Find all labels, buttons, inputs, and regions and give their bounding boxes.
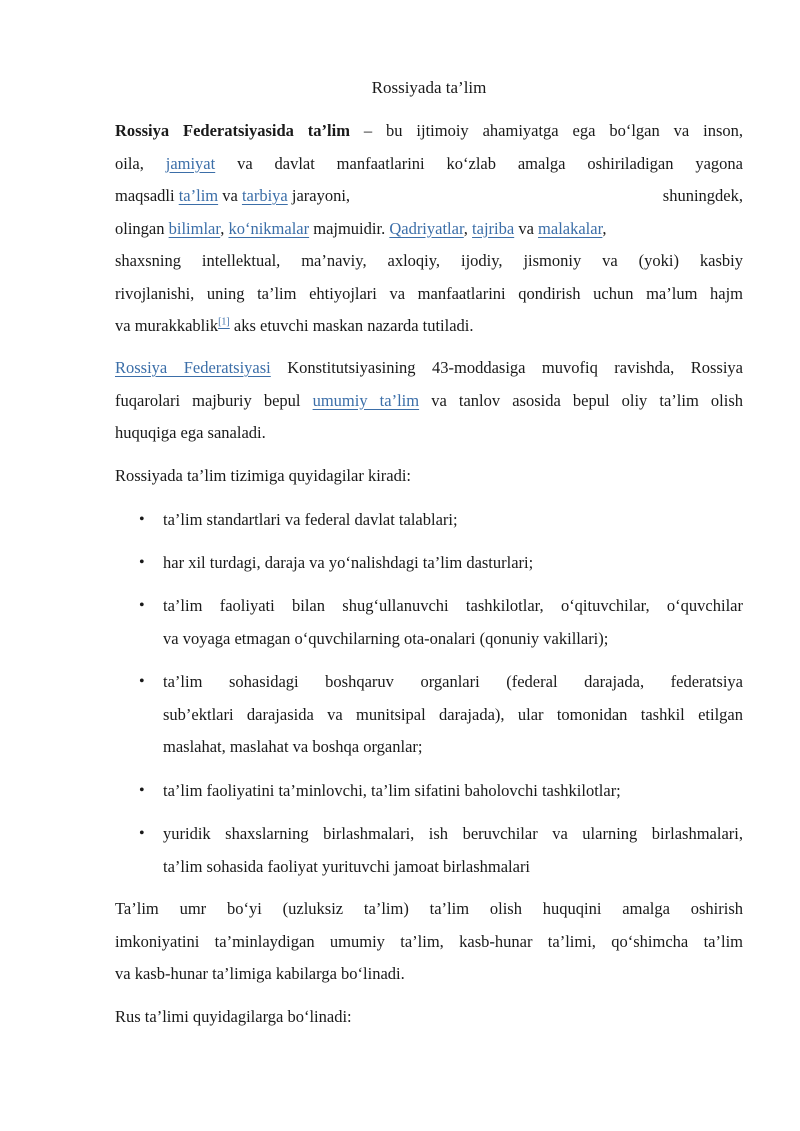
link-tarbiya[interactable]: tarbiya (241, 186, 288, 205)
list-item-text (163, 666, 743, 764)
link-bilimlar[interactable]: bilimlar (168, 218, 221, 238)
list-item-text (163, 775, 743, 808)
system-intro-paragraph (115, 460, 743, 493)
document-title: Rossiyada ta’lim (371, 78, 487, 97)
list-item-text (163, 818, 743, 883)
constitution-paragraph (115, 352, 743, 450)
paragraph-line: rivojlanishi, uning ta’lim ehtiyojlari va manfaatlarini qondirish uchun ma’lum hajm (115, 283, 743, 303)
bullet-icon: • (139, 825, 145, 842)
link-talim[interactable]: ta’lim (178, 186, 219, 205)
link-qadriyatlar[interactable]: Qadriyatlar (389, 218, 464, 238)
paragraph-line: shaxsning intellektual, ma’naviy, axloqiy, ijodiy, jismoniy va (yoki) kasbiy (115, 251, 743, 270)
paragraph-line: Rossiya Federatsiyasida ta’lim – bu ijtimoiy ahamiyatga ega bo‘lgan va inson, (115, 121, 743, 140)
list-item-line: maslahat, maslahat va boshqa organlar; (163, 737, 423, 756)
bullet-icon: • (139, 782, 145, 799)
link-umumiy-talim[interactable]: umumiy ta’lim (312, 390, 420, 410)
list-item-line: yuridik shaxslarning birlashmalari, ish beruvchilar va ularning birlashmalari, (163, 824, 743, 843)
list-item-text (163, 590, 743, 655)
list-item-line: har xil turdagi, daraja va yo‘nalishdagi ta’lim dasturlari; (163, 553, 534, 572)
paragraph-line: olingan bilimlar, ko‘nikmalar majmuidir. Qadriyatlar, tajriba va malakalar, (115, 218, 607, 238)
list-item-line: ta’lim faoliyatini ta’minlovchi, ta’lim sifatini baholovchi tashkilotlar; (163, 781, 621, 800)
bullet-icon: • (139, 511, 145, 528)
lifelong-paragraph (115, 893, 743, 991)
bullet-icon: • (139, 597, 145, 614)
list-item-line: ta’lim sohasida faoliyat yurituvchi jamoat birlashmalari (163, 856, 531, 876)
paragraph-line: va kasb-hunar ta’limiga kabilarga bo‘linadi. (115, 964, 405, 983)
link-rossiya-federatsiyasi[interactable]: Rossiya Federatsiyasi (115, 358, 271, 377)
paragraph-line: maqsadli ta’lim va tarbiya jarayoni, shuningdek, (115, 186, 743, 205)
paragraph-line: Rossiya Federatsiyasi Konstitutsiyasining 43-moddasiga muvofiq ravishda, Rossiya (115, 358, 743, 377)
bullet-icon: • (139, 673, 145, 690)
paragraph-line: oila, jamiyat va davlat manfaatlarini ko‘zlab amalga oshiriladigan yagona (115, 153, 743, 173)
bullet-icon: • (139, 554, 145, 571)
list-item-line: va voyaga etmagan o‘quvchilarning ota-onalari (qonuniy vakillari); (163, 628, 609, 648)
paragraph-line: Rus ta’limi quyidagilarga bo‘linadi: (115, 1007, 352, 1026)
list-item-line: ta’lim faoliyati bilan shug‘ullanuvchi tashkilotlar, o‘qituvchilar, o‘quvchilar (163, 596, 743, 615)
list-item-text (163, 547, 743, 580)
paragraph-line: imkoniyatini ta’minlaydigan umumiy ta’lim, kasb-hunar ta’limi, qo‘shimcha ta’lim (115, 931, 743, 951)
paragraph-line: fuqarolari majburiy bepul umumiy ta’lim va tanlov asosida bepul oliy ta’lim olish (115, 390, 743, 410)
paragraph-line: huquqiga ega sanaladi. (115, 423, 266, 442)
link-jamiyat[interactable]: jamiyat (165, 153, 216, 173)
paragraph-line: Rossiyada ta’lim tizimiga quyidagilar kiradi: (115, 466, 412, 485)
footnote-ref[interactable]: [1] (218, 316, 230, 328)
list-item-line: sub’ektlari darajasida va munitsipal darajada), ular tomonidan tashkil etilgan (163, 704, 743, 724)
division-paragraph (115, 1001, 743, 1034)
link-konikmalar[interactable]: ko‘nikmalar (228, 218, 310, 238)
paragraph-line: va murakkablik[1] aks etuvchi maskan nazarda tutiladi. (115, 316, 474, 335)
bold-term: Rossiya Federatsiyasida ta’lim (115, 121, 350, 140)
list-item-text (163, 504, 743, 537)
link-tajriba[interactable]: tajriba (472, 218, 515, 238)
link-malakalar[interactable]: malakalar (538, 218, 603, 238)
paragraph-line: Ta’lim umr bo‘yi (uzluksiz ta’lim) ta’lim olish huquqini amalga oshirish (115, 899, 743, 918)
list-item-line: ta’lim sohasidagi boshqaruv organlari (federal darajada, federatsiya (163, 672, 743, 691)
intro-paragraph (115, 115, 743, 343)
list-item-line: ta’lim standartlari va federal davlat talablari; (163, 510, 458, 529)
